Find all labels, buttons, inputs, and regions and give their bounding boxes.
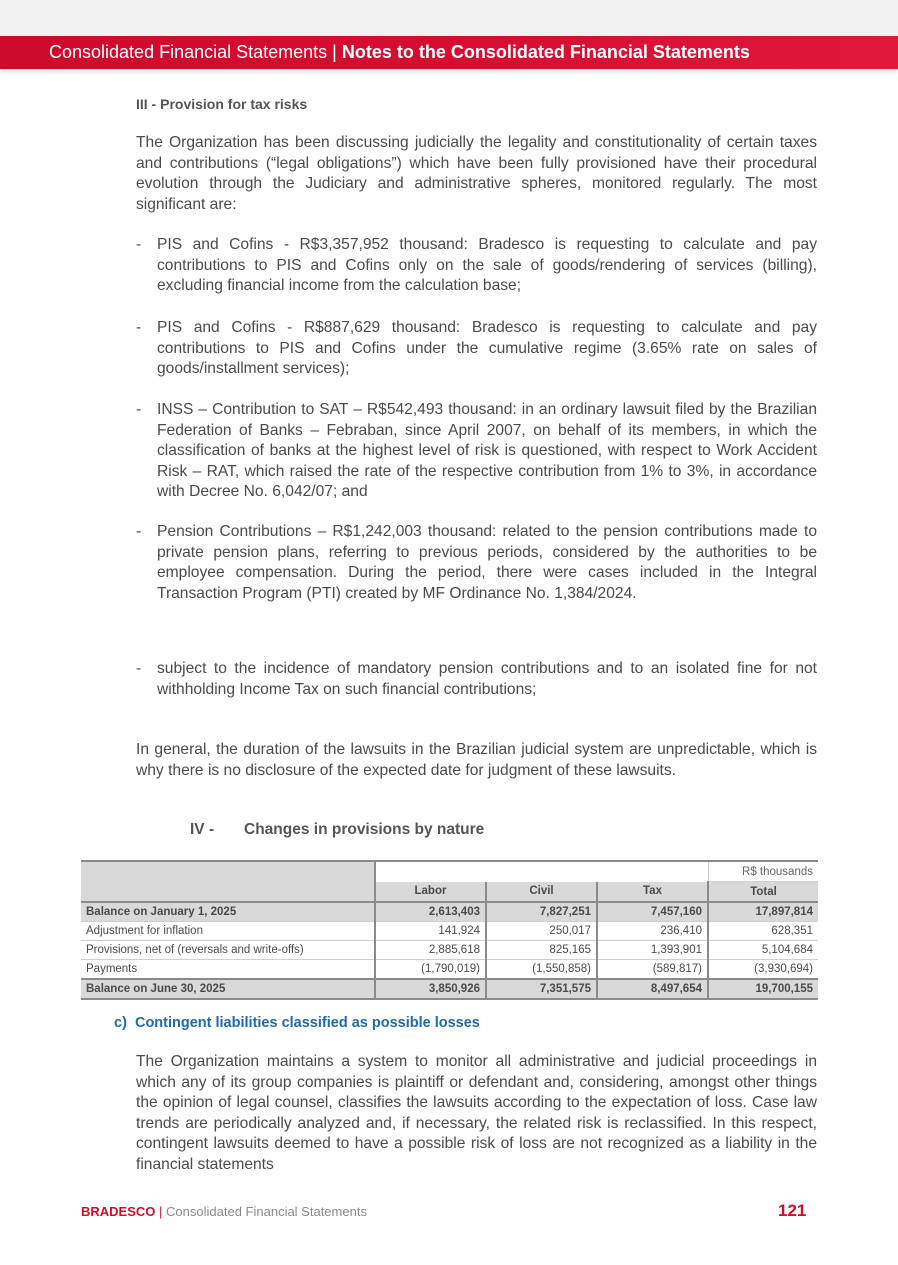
section-c-heading xyxy=(114,1015,480,1031)
bullet-dash: - xyxy=(136,660,142,677)
header-title xyxy=(49,42,750,63)
top-margin xyxy=(0,0,898,36)
page-number: 121 xyxy=(778,1201,807,1220)
table-unit-label: R$ thousands xyxy=(708,861,818,882)
cell-value: 1,393,901 xyxy=(597,941,708,960)
section4-title: Changes in provisions by nature xyxy=(244,821,485,838)
cell-value: 17,897,814 xyxy=(708,902,818,922)
section3-closing: In general, the duration of the lawsuits in the Brazilian judicial system are unpredictable, which is why there is no disclosure of the expected date for judgment of these lawsuits. xyxy=(136,741,817,779)
column-header: Tax xyxy=(597,882,708,903)
bullet-item xyxy=(136,400,817,503)
section3-intro: The Organization has been discussing judicially the legality and constitutionality of certain taxes and contributions (“legal obligations”) which have been fully provisioned have their procedural evolution through the Judiciary and administrative spheres, monitored regularly. The most significant are: xyxy=(136,134,817,213)
column-header: Civil xyxy=(486,882,597,903)
table-header-row xyxy=(81,882,818,903)
cell-value: (3,930,694) xyxy=(708,960,818,980)
footer-brand: BRADESCO xyxy=(81,1204,156,1219)
cell-value: 7,827,251 xyxy=(486,902,597,922)
header-title-part1: Consolidated Financial Statements | xyxy=(49,42,337,62)
cell-value: 250,017 xyxy=(486,922,597,941)
cell-value: 236,410 xyxy=(597,922,708,941)
cell-value: 7,457,160 xyxy=(597,902,708,922)
cell-value: (1,790,019) xyxy=(375,960,486,980)
bullet-item xyxy=(136,318,817,380)
bullet-text: PIS and Cofins - R$3,357,952 thousand: Bradesco is requesting to calculate and pay contributions to PIS and Cofins only on the sale of goods/rendering of services (billing), excluding financial income from the calculation base; xyxy=(157,236,817,294)
bullet-item xyxy=(136,659,817,700)
bullet-text: PIS and Cofins - R$887,629 thousand: Bradesco is requesting to calculate and pay contributions to PIS and Cofins under the cumulative regime (3.65% rate on sales of goods/installment services); xyxy=(157,319,817,377)
cell-value: 8,497,654 xyxy=(597,979,708,999)
bullet-text: INSS – Contribution to SAT – R$542,493 thousand: in an ordinary lawsuit filed by the Brazilian Federation of Banks – Febraban, since April 2007, on behalf of its members, in which the classification of banks at the highest level of risk is questioned, with respect to Work Accident Risk – RAT, which raised the rate of the respective contribution from 1% to 3%, in accordance with Decree No. 6,042/07; and xyxy=(157,401,817,500)
bullet-text: Pension Contributions – R$1,242,003 thousand: related to the pension contributions made to private pension plans, referring to previous periods, considered by the authorities to be employee compensation. During the period, there were cases included in the Integral Transaction Program (PTI) created by MF Ordinance No. 1,384/2024. xyxy=(157,523,817,602)
table-row xyxy=(81,960,818,980)
footer-text: Consolidated Financial Statements xyxy=(166,1204,367,1219)
cell-value: (589,817) xyxy=(597,960,708,980)
section-c-body: The Organization maintains a system to monitor all administrative and judicial proceedings in which any of its group companies is plaintiff or defendant and, considering, amongst other things the opinion of legal counsel, classifies the lawsuits according to the expectation of loss. Case law trends are periodically analyzed and, if necessary, the related risk is reclassified. In this respect, contingent lawsuits deemed to have a possible risk of loss are not recognized as a liability in the financial statements xyxy=(136,1053,817,1173)
bullet-text: subject to the incidence of mandatory pension contributions and to an isolated fine for not withholding Income Tax on such financial contributions; xyxy=(157,660,817,698)
bullet-dash: - xyxy=(136,236,142,253)
provisions-table xyxy=(81,860,818,1000)
cell-value: 2,613,403 xyxy=(375,902,486,922)
table-row xyxy=(81,941,818,960)
bullet-dash: - xyxy=(136,401,142,418)
cell-value: 3,850,926 xyxy=(375,979,486,999)
header-banner xyxy=(0,36,898,69)
table-unit-row xyxy=(81,861,818,882)
cell-value: 7,351,575 xyxy=(486,979,597,999)
bullet-item xyxy=(136,522,817,604)
row-label: Payments xyxy=(81,960,375,980)
cell-value: 825,165 xyxy=(486,941,597,960)
header-title-part2: Notes to the Consolidated Financial Statements xyxy=(341,42,750,62)
column-header: Labor xyxy=(375,882,486,903)
cell-value: 19,700,155 xyxy=(708,979,818,999)
footer-separator: | xyxy=(159,1204,163,1219)
bullet-dash: - xyxy=(136,523,142,540)
cell-value: 141,924 xyxy=(375,922,486,941)
section4-number: IV - xyxy=(190,821,215,838)
row-label: Balance on June 30, 2025 xyxy=(81,979,375,999)
cell-value: 628,351 xyxy=(708,922,818,941)
footer xyxy=(81,1204,367,1219)
table-row xyxy=(81,922,818,941)
bullet-item xyxy=(136,235,817,297)
bullet-dash: - xyxy=(136,319,142,336)
row-label: Balance on January 1, 2025 xyxy=(81,902,375,922)
section3-heading: III - Provision for tax risks xyxy=(136,96,308,112)
table-row xyxy=(81,902,818,922)
column-header: Total xyxy=(708,882,818,903)
cell-value: 5,104,684 xyxy=(708,941,818,960)
row-label: Adjustment for inflation xyxy=(81,922,375,941)
section-c-label: c) xyxy=(114,1015,127,1031)
row-label: Provisions, net of (reversals and write-offs) xyxy=(81,941,375,960)
cell-value: 2,885,618 xyxy=(375,941,486,960)
table-row xyxy=(81,979,818,999)
cell-value: (1,550,858) xyxy=(486,960,597,980)
section-c-title: Contingent liabilities classified as possible losses xyxy=(134,1015,480,1031)
